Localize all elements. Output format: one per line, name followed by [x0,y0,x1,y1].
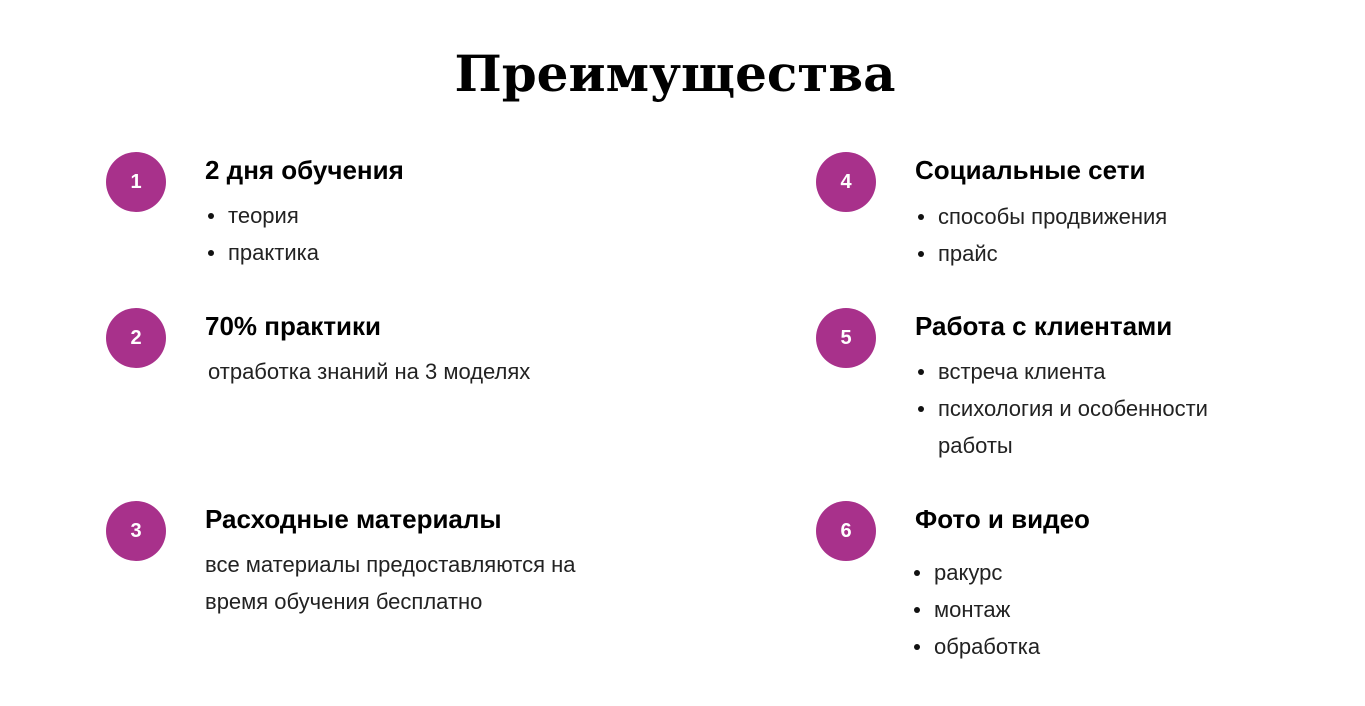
advantage-bullet-list [205,197,535,271]
bullet-item: монтаж [911,591,1241,628]
advantage-item-2 [106,308,666,408]
number-badge: 6 [816,501,876,561]
advantage-bullet-list [915,353,1245,464]
number-badge: 1 [106,152,166,212]
bullet-item: обработка [911,628,1241,665]
advantage-bullet-list [915,198,1245,272]
advantage-heading: 2 дня обучения [205,155,404,185]
advantage-item-3 [106,501,666,631]
number-badge: 3 [106,501,166,561]
number-badge: 4 [816,152,876,212]
advantage-bullet-list [911,554,1241,665]
bullet-item: практика [205,234,535,271]
advantage-description: отработка знаний на 3 моделях [208,359,531,384]
advantage-item-5 [816,308,1336,478]
bullet-item: теория [205,197,535,234]
number-badge: 5 [816,308,876,368]
bullet-item: психология и особенности работы [915,390,1245,464]
advantage-heading: Расходные материалы [205,504,502,534]
advantage-heading: Фото и видео [915,504,1090,534]
advantage-heading: Социальные сети [915,155,1146,185]
advantage-heading: 70% практики [205,311,382,341]
bullet-item: прайс [915,235,1245,272]
advantage-heading: Работа с клиентами [915,311,1173,341]
description-line: время обучения бесплатно [205,589,483,614]
description-line: все материалы предоставляются на [205,552,576,577]
advantage-item-6 [816,501,1336,671]
bullet-item: встреча клиента [915,353,1245,390]
bullet-item: способы продвижения [915,198,1245,235]
advantage-item-4 [816,152,1336,282]
section-title: Преимущества [454,44,896,103]
advantage-item-1 [106,152,666,282]
bullet-item: ракурс [911,554,1241,591]
advantage-description [205,546,575,620]
number-badge: 2 [106,308,166,368]
